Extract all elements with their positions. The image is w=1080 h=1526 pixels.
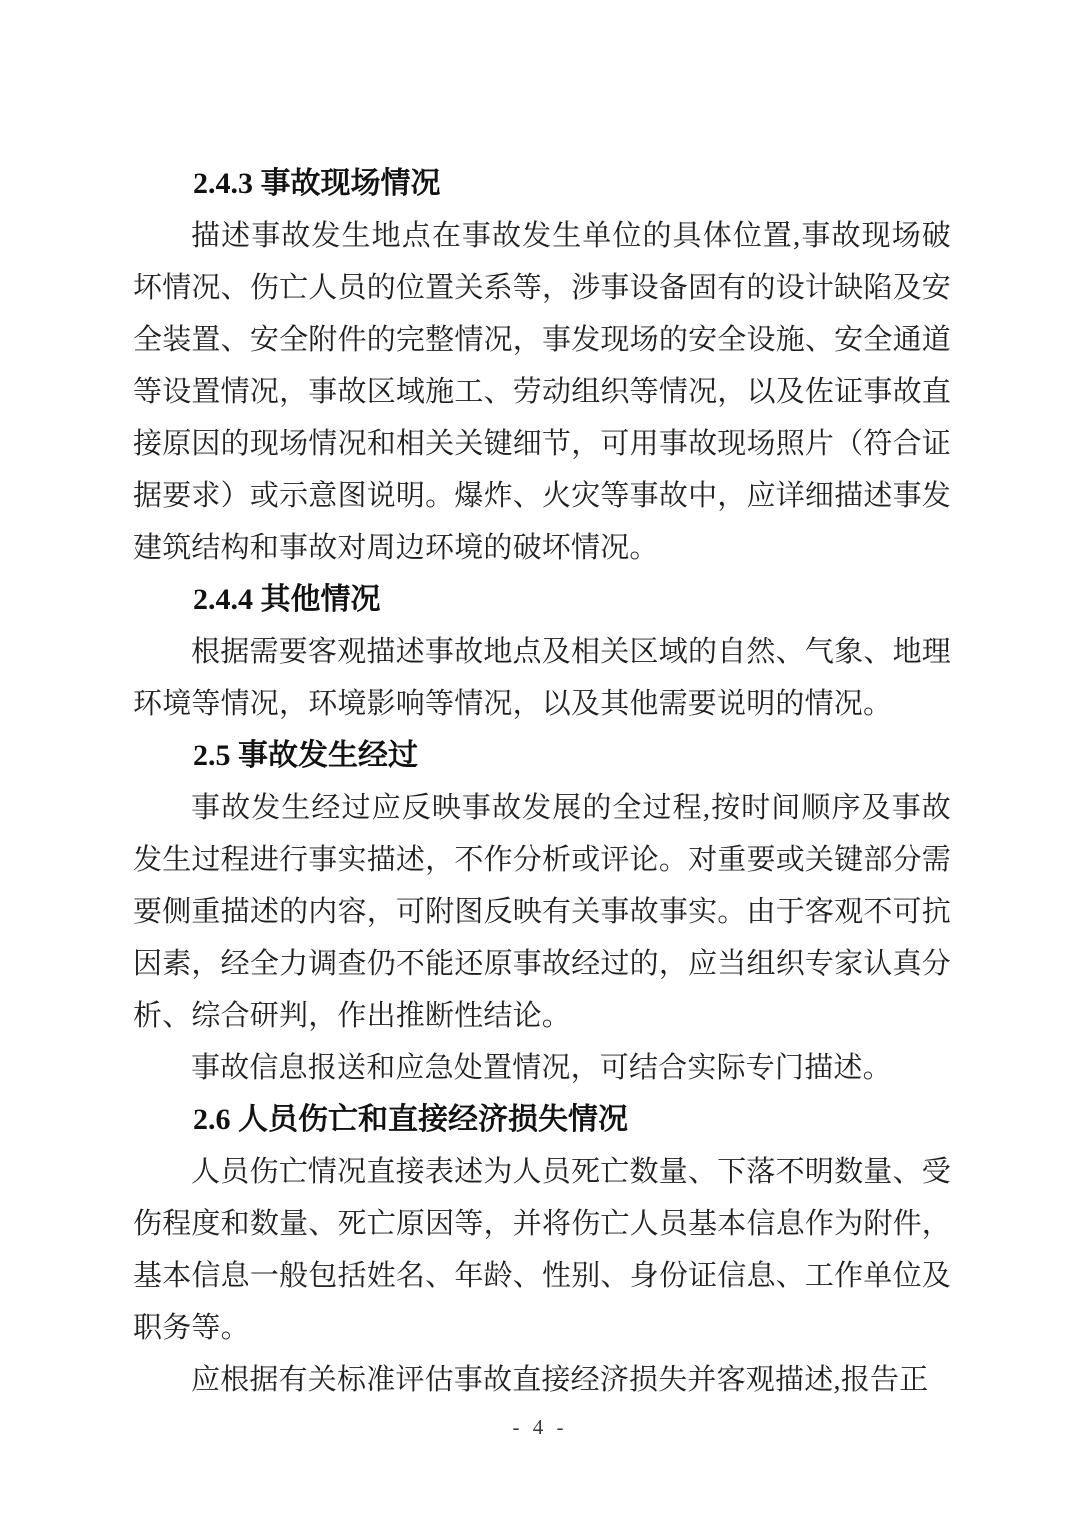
document-body: [133, 158, 951, 1406]
page-number: - 4 -: [512, 1415, 568, 1439]
section-heading-2-4-3: 2.4.3 事故现场情况: [193, 167, 441, 200]
section-heading-2-5: 2.5 事故发生经过: [193, 739, 418, 772]
paragraph-casualties: 人员伤亡情况直接表述为人员死亡数量、下落不明数量、受伤程度和数量、死亡原因等，并将伤亡人员基本信息作为附件，基本信息一般包括姓名、年龄、性别、身份证信息、工作单位及职务等。: [133, 1156, 951, 1344]
section-heading-2-6: 2.6 人员伤亡和直接经济损失情况: [193, 1103, 628, 1136]
paragraph-accident-course: 事故发生经过应反映事故发展的全过程,按时间顺序及事故发生过程进行事实描述，不作分析或评论。对重要或关键部分需要侧重描述的内容，可附图反映有关事故事实。由于客观不可抗因素，经全力调查仍不能还原事故经过的，应当组织专家认真分析、综合研判，作出推断性结论。: [133, 792, 951, 1032]
paragraph-info-reporting: 事故信息报送和应急处置情况，可结合实际专门描述。: [191, 1052, 892, 1084]
paragraph-economic-loss: 应根据有关标准评估事故直接经济损失并客观描述,报告正: [191, 1364, 929, 1396]
paragraph-scene-description: 描述事故发生地点在事故发生单位的具体位置,事故现场破坏情况、伤亡人员的位置关系等，涉事设备固有的设计缺陷及安全装置、安全附件的完整情况，事发现场的安全设施、安全通道等设置情况，事故区域施工、劳动组织等情况，以及佐证事故直接原因的现场情况和相关关键细节，可用事故现场照片（符合证据要求）或示意图说明。爆炸、火灾等事故中，应详细描述事发建筑结构和事故对周边环境的破坏情况。: [133, 220, 951, 564]
section-heading-2-4-4: 2.4.4 其他情况: [193, 583, 381, 616]
paragraph-other-circumstances: 根据需要客观描述事故地点及相关区域的自然、气象、地理环境等情况，环境影响等情况，以及其他需要说明的情况。: [133, 636, 951, 720]
